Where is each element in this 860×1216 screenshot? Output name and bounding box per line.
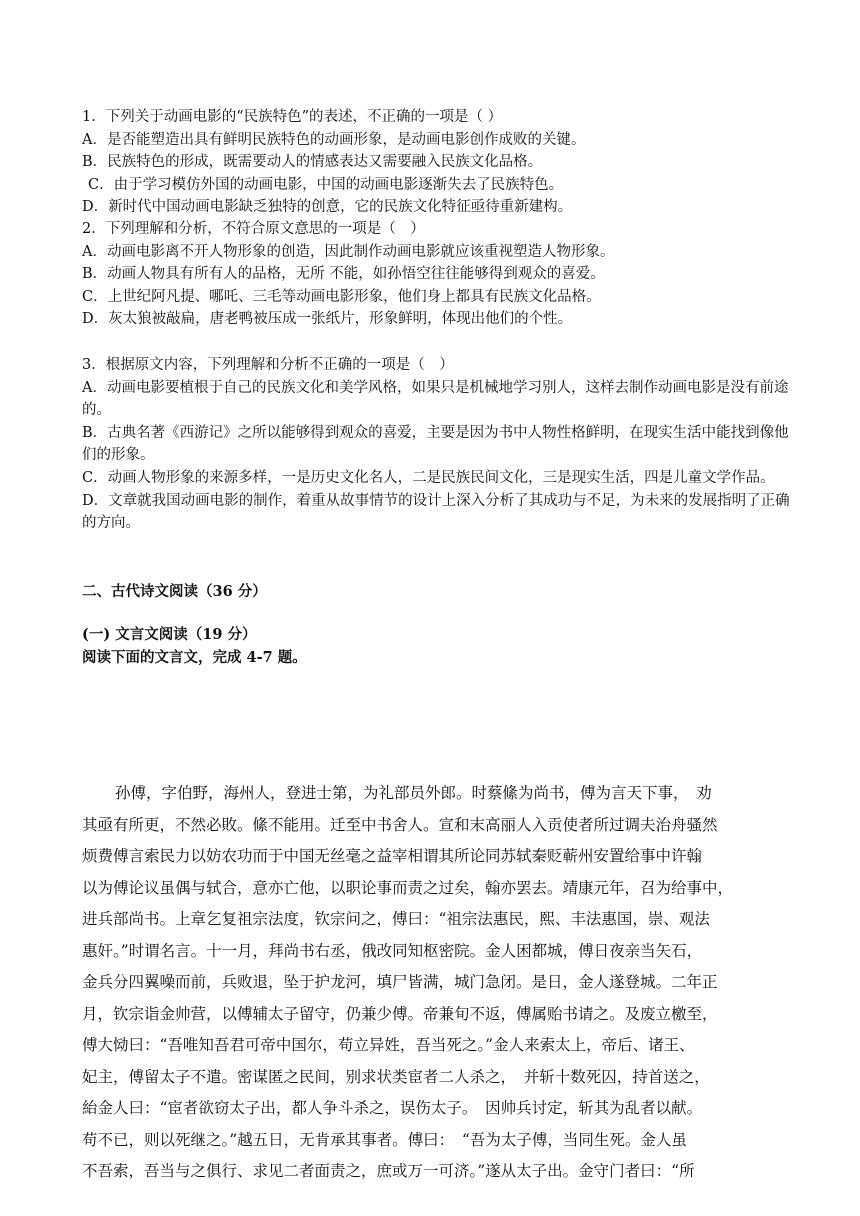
- section-heading: 二、古代诗文阅读（36 分）: [82, 583, 267, 600]
- passage-line: 月，钦宗诣金帅营，以傅辅太子留守，仍兼少傅。帝兼旬不返，傅属贻书请之。及废立檄至，: [82, 1004, 718, 1023]
- option-d: D．新时代中国动画电影缺乏独特的创意，它的民族文化特征亟待重新建构。: [82, 199, 573, 216]
- question-2: [82, 218, 798, 331]
- passage-line: 妃主，傅留太子不遣。密谋匿之民间，别求状类宦者二人杀之， 并斩十数死囚，持首送之，: [82, 1067, 710, 1086]
- question-1: [82, 106, 798, 219]
- option-a: A．动画电影要植根于自己的民族文化和美学风格，如果只是机械地学习别人，这样去制作动画电影是没有前途的。: [82, 379, 789, 419]
- passage-line: 其亟有所更，不然必敗。絛不能用。迁至中书舍人。宣和末高丽人入贡使者所过调夫治舟骚然: [82, 815, 718, 834]
- passage-line: 金兵分四翼噪而前，兵败退，坠于护龙河，填尸皆满，城门急闭。是日，金人遂登城。二年正: [82, 973, 718, 991]
- passage-line: 苟不已，则以死继之。”越五日，无肯承其事者。傅曰： “吾为太子傅，当同生死。金人虽: [82, 1130, 687, 1149]
- passage-line: 不吾索，吾当与之俱行、求见二者面责之，庶或万一可济。”遂从太子出。金守门者曰：“所: [82, 1162, 695, 1180]
- option-c: C．上世纪阿凡提、哪吒、三毛等动画电影形象，他们身上都具有民族文化品格。: [82, 288, 601, 305]
- option-c: C．由于学习模仿外国的动画电影，中国的动画电影逐渐失去了民族特色。: [88, 176, 564, 193]
- option-b: B．动画人物具有所有人的品格，无所 不能，如孙悟空往往能够得到观众的喜爱。: [82, 266, 605, 283]
- passage-line: 紿金人曰：“宦者欲窃太子出，都人争斗杀之，误伤太子。 因帅兵讨定，斩其为乱者以献。: [82, 1099, 703, 1117]
- question-3: [82, 354, 798, 535]
- passage-line: 傅大恸曰：“吾唯知吾君可帝中国尔，苟立异姓，吾当死之。”金人来索太上，帝后、诸王、: [82, 1036, 695, 1054]
- instruction: 阅读下面的文言文，完成 4-7 题。: [82, 649, 307, 666]
- question-stem: 2．下列理解和分析，不符合原文意思的一项是（ ）: [82, 221, 425, 237]
- option-b: B．民族特色的形成，既需要动人的情感表达又需要融入民族文化品格。: [82, 154, 543, 171]
- passage-line: 进兵部尚书。上章乞复祖宗法度，钦宗问之，傅曰：“祖宗法惠民，熙、丰法惠国，崇、观法: [82, 910, 710, 928]
- passage-line: 以为傅论议虽偶与轼合，意亦亡他，以职论事而责之过矣，翰亦罢去。靖康元年，召为给事中，: [82, 878, 734, 897]
- subsection-heading: (一) 文言文阅读（19 分）: [82, 626, 257, 643]
- option-d: D．灰太狼被敲扁，唐老鸭被压成一张纸片，形象鲜明，体现出他们的个性。: [82, 311, 573, 328]
- passage-line: 孙傅，字伯野，海州人，登进士第，为礼部员外郎。时蔡絛为尚书，傅为言天下事， 劝: [115, 784, 712, 802]
- option-d: D．文章就我国动画电影的制作，着重从故事情节的设计上深入分析了其成功与不足，为未来的发展指明了正确的方向。: [82, 492, 790, 532]
- question-stem: 1．下列关于动画电影的“民族特色”的表述，不正确的一项是（ ）: [82, 109, 503, 125]
- passage-line: 惠奸。”时谓名言。十一月，拜尚书右丞，俄改同知枢密院。金人困都城，傅日夜亲当矢石，: [82, 941, 703, 960]
- option-c: C．动画人物形象的来源多样，一是历史文化名人，二是民族民间文化，三是现实生活，四是儿童文学作品。: [82, 469, 775, 486]
- classical-chinese-passage: [82, 778, 798, 1188]
- option-b: B．古典名著《西游记》之所以能够得到观众的喜爱，主要是因为书中人物性格鲜明，在现实生活中能找到像他们的形象。: [82, 424, 789, 464]
- question-stem: 3．根据原文内容，下列理解和分析不正确的一项是（ ）: [82, 357, 454, 373]
- passage-line: 烦费傅言索民力以妨农功而于中国无丝毫之益宰相谓其所论同苏轼秦贬蕲州安置给事中许翰: [82, 847, 703, 865]
- option-a: A．是否能塑造出具有鲜明民族特色的动画形象，是动画电影创作成败的关键。: [82, 131, 586, 148]
- option-a: A．动画电影离不开人物形象的创造，因此制作动画电影就应该重视塑造人物形象。: [82, 243, 615, 260]
